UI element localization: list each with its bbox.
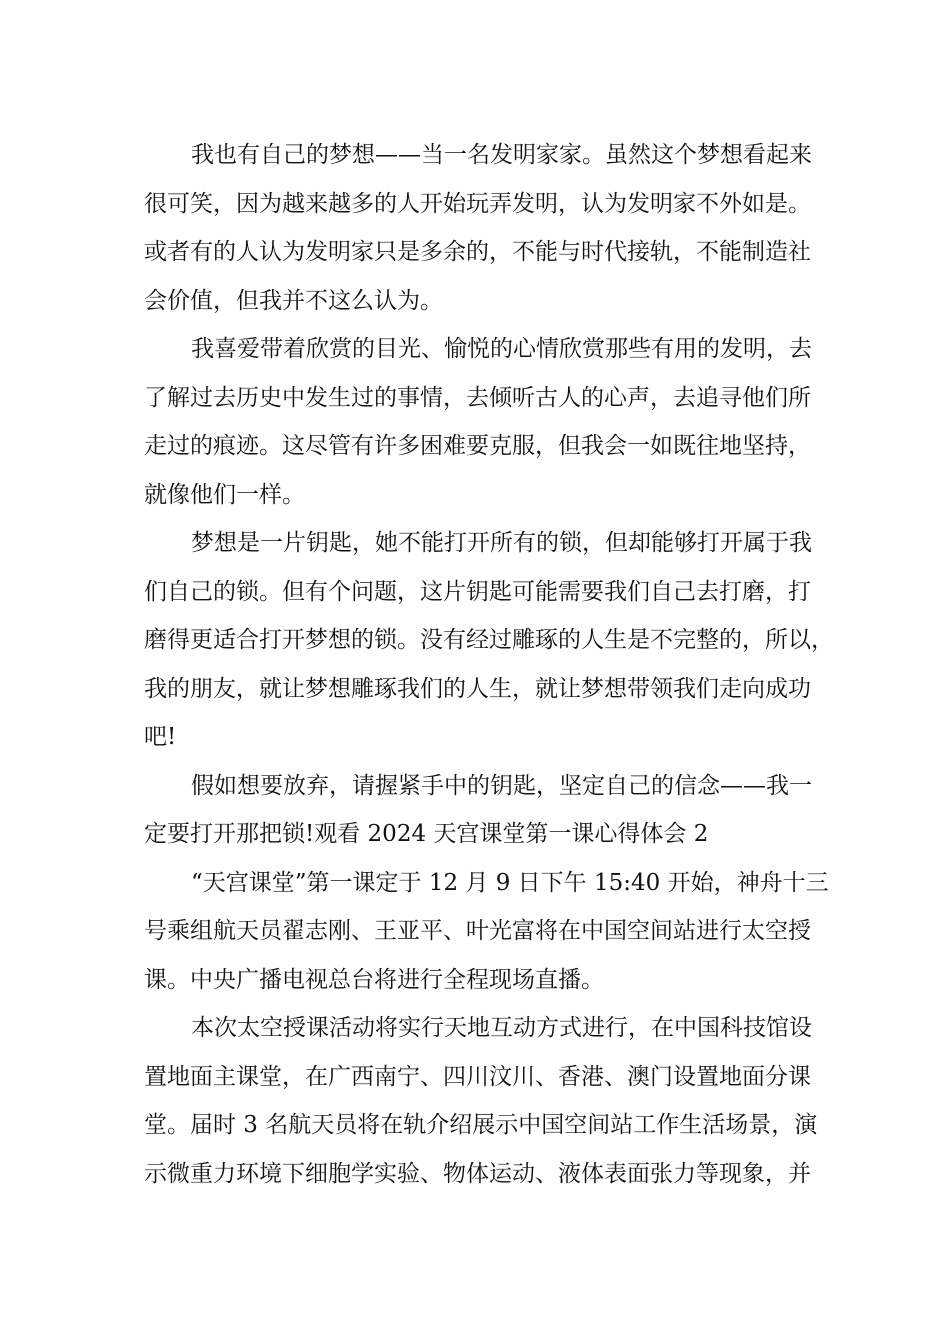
paragraph	[144, 859, 829, 1005]
text-line: 堂。届时 3 名航天员将在轨介绍展示中国空间站工作生活场景，演	[144, 1112, 818, 1138]
text-line: 磨得更适合打开梦想的锁。没有经过雕琢的人生是不完整的，所以，	[144, 627, 834, 653]
text-line: 很可笑，因为越来越多的人开始玩弄发明，认为发明家不外如是。	[144, 190, 811, 217]
paragraph	[144, 325, 824, 519]
text-line: 置地面主课堂，在广西南宁、四川汶川、香港、澳门设置地面分课	[144, 1063, 811, 1090]
text-line: 或者有的人认为发明家只是多余的，不能与时代接轨，不能制造社	[144, 239, 811, 265]
text-line: 本次太空授课活动将实行天地互动方式进行，在中国科技馆设	[191, 1015, 812, 1041]
paragraph	[144, 131, 824, 325]
text-line: “天宫课堂”第一课定于 12 月 9 日下午 15:40 开始，神舟十三	[191, 869, 829, 896]
text-line: 我也有自己的梦想——当一名发明家家。虽然这个梦想看起来	[191, 142, 812, 168]
text-line: 课。中央广播电视总台将进行全程现场直播。	[144, 966, 604, 993]
paragraph	[144, 1004, 824, 1198]
text-line: 假如想要放弃，请握紧手中的钥匙，坚定自己的信念——我一	[191, 772, 812, 799]
text-line: 会价值，但我并不这么认为。	[144, 287, 443, 314]
text-line: 吧!	[144, 724, 177, 750]
text-line: 定要打开那把锁!观看 2024 天宫课堂第一课心得体会 2	[144, 821, 709, 847]
text-line: 就像他们一样。	[144, 481, 305, 508]
text-line: 号乘组航天员翟志刚、王亚平、叶光富将在中国空间站进行太空授	[144, 918, 811, 944]
text-line: 我喜爱带着欣赏的目光、愉悦的心情欣赏那些有用的发明，去	[191, 336, 812, 362]
text-line: 了解过去历史中发生过的事情，去倾听古人的心声，去追寻他们所	[144, 384, 811, 411]
text-line: 们自己的锁。但有个问题，这片钥匙可能需要我们自己去打磨，打	[144, 578, 811, 605]
paragraph	[144, 762, 824, 859]
document-body	[144, 131, 834, 1198]
text-line: 梦想是一片钥匙，她不能打开所有的锁，但却能够打开属于我	[191, 530, 812, 556]
text-line: 示微重力环境下细胞学实验、物体运动、液体表面张力等现象，并	[144, 1160, 811, 1187]
text-line: 走过的痕迹。这尽管有许多困难要克服，但我会一如既往地坚持，	[144, 433, 811, 459]
paragraph	[144, 519, 834, 762]
text-line: 我的朋友，就让梦想雕琢我们的人生，就让梦想带领我们走向成功	[144, 675, 811, 702]
